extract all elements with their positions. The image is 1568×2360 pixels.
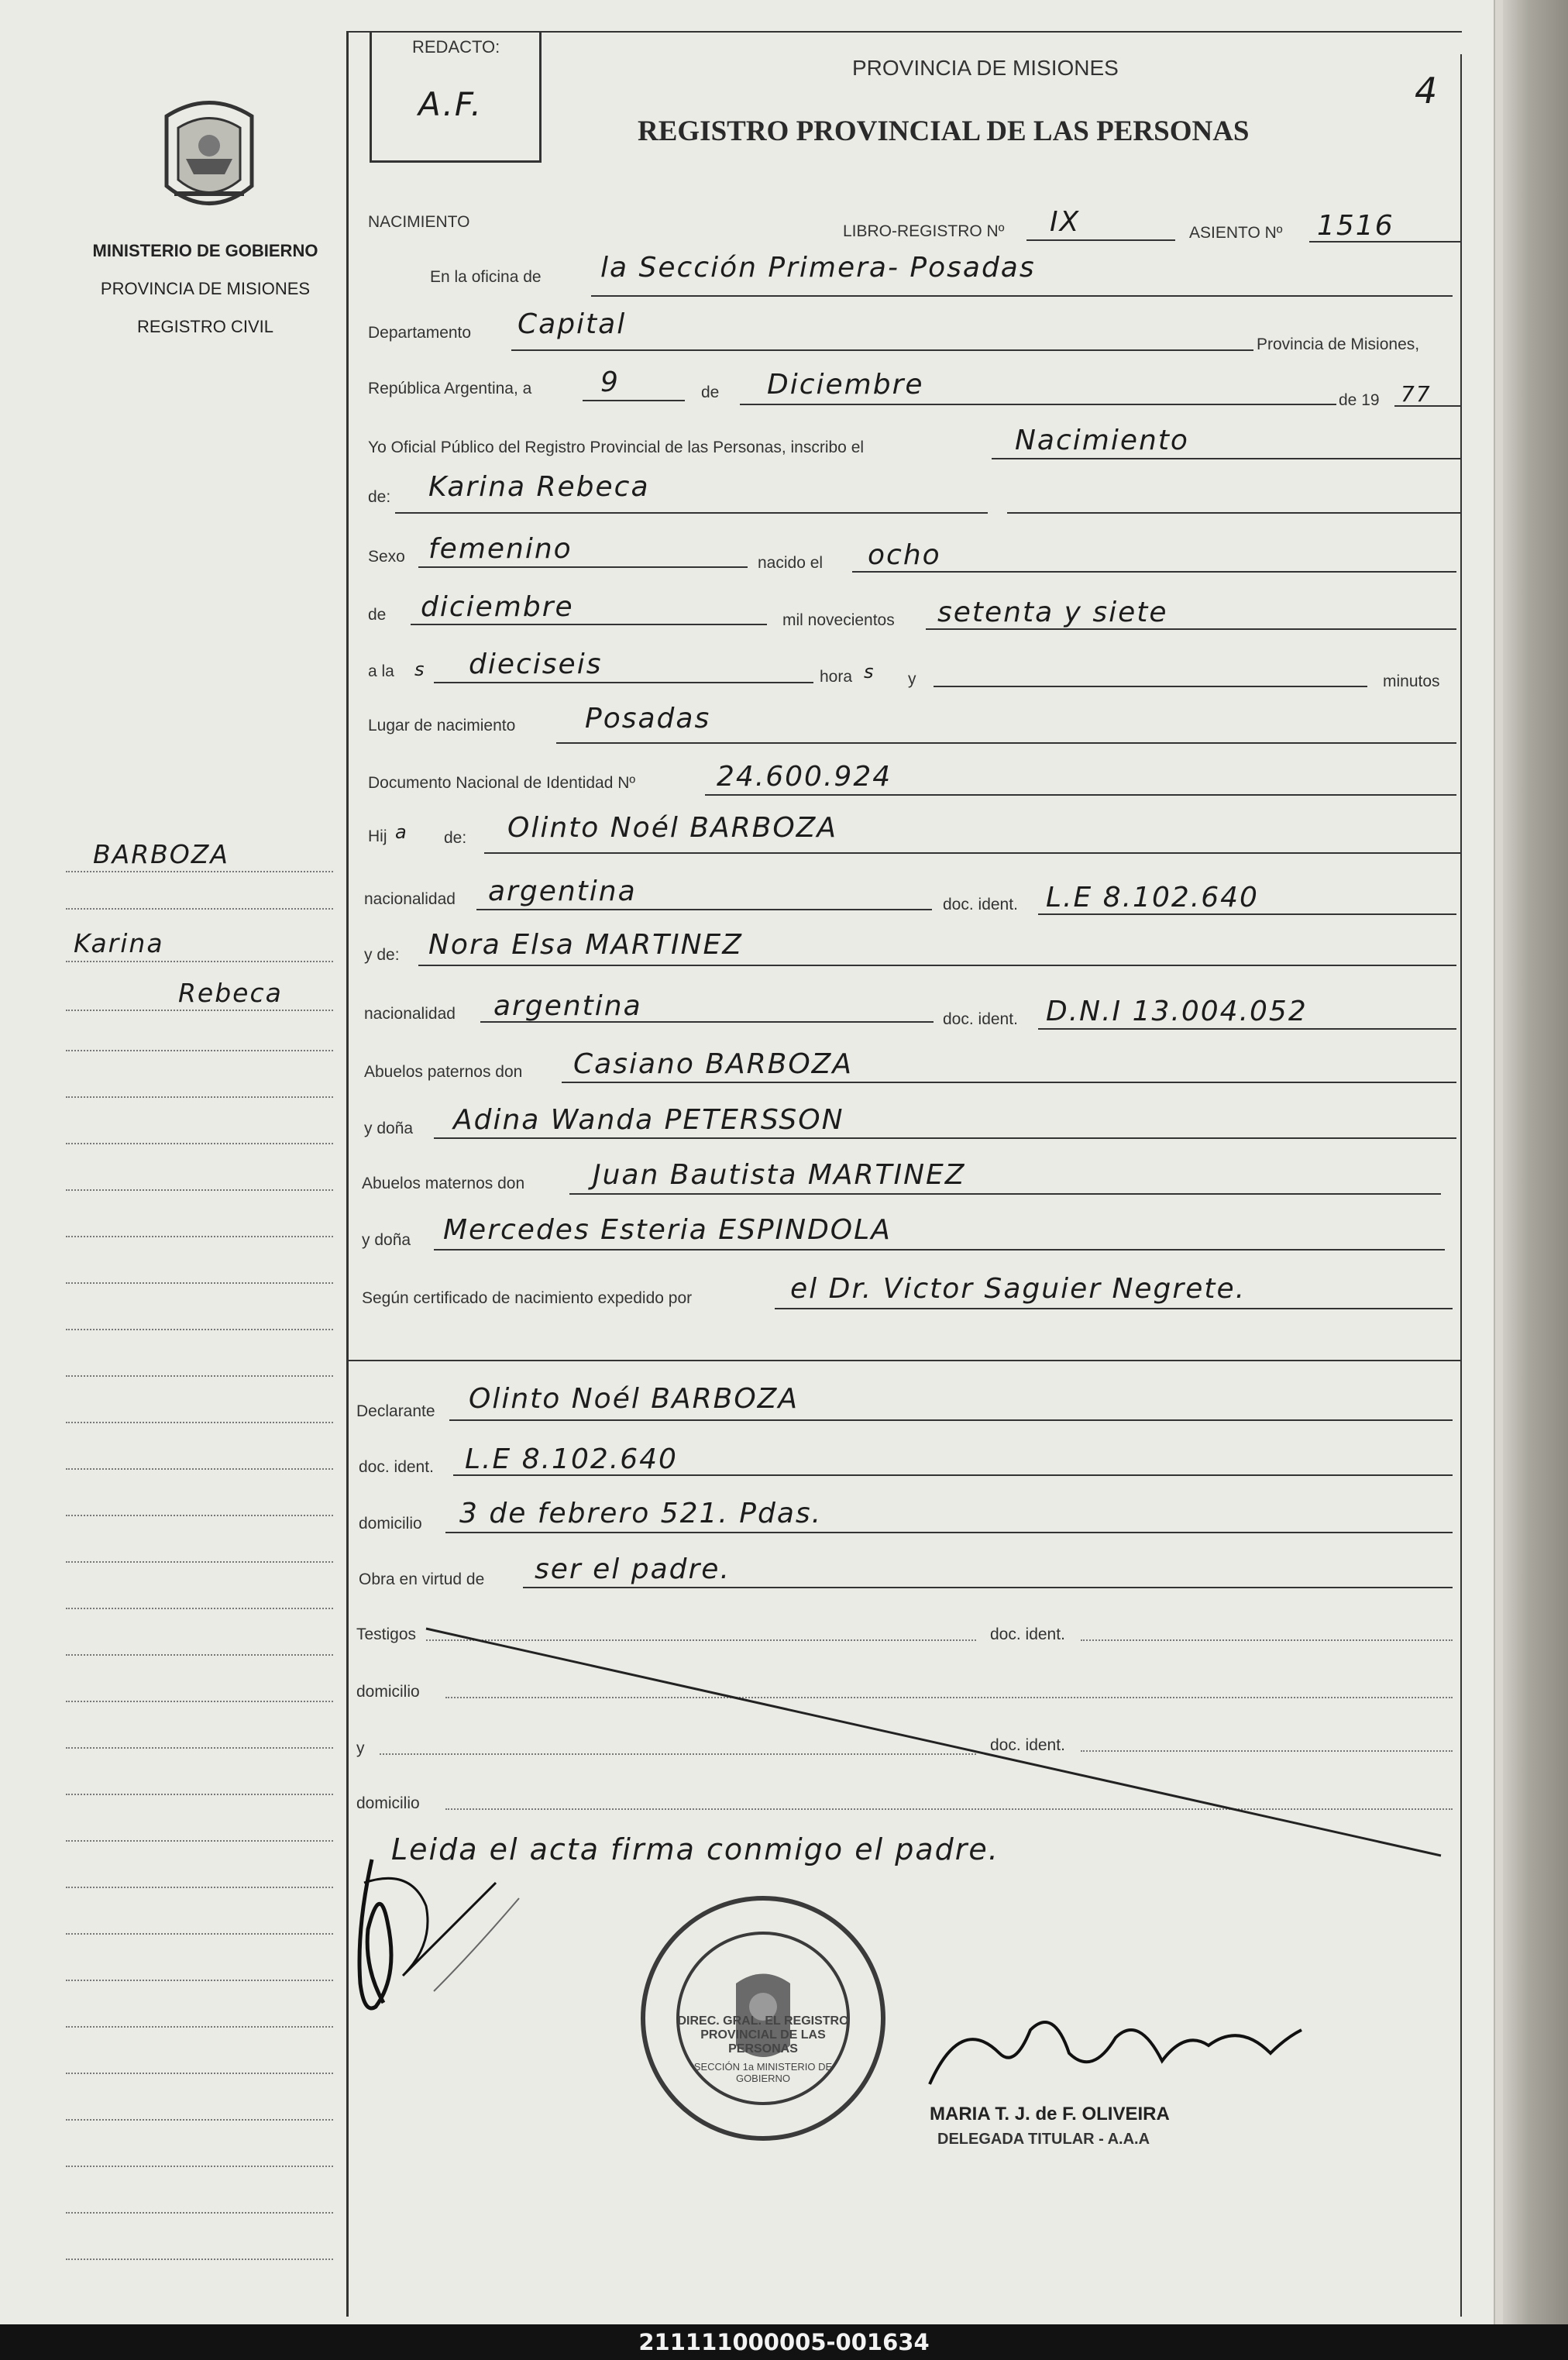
- testigos-label: Testigos: [356, 1626, 417, 1643]
- nac2-value: argentina: [493, 990, 642, 1022]
- official-title: DELEGADA TITULAR - A.A.A: [937, 2131, 1150, 2148]
- nacido-label: nacido el: [758, 554, 824, 572]
- dni-value: 24.600.924: [717, 761, 892, 793]
- redacto-label: REDACTO:: [412, 37, 500, 57]
- decl-domicilio-label: domicilio: [359, 1515, 422, 1533]
- nac2-label: nacionalidad: [364, 1005, 456, 1023]
- anio-texto-value: setenta y siete: [937, 597, 1168, 628]
- nacido-rule: [852, 571, 1456, 573]
- departamento-value: Capital: [518, 308, 627, 340]
- month-value: Diciembre: [767, 369, 924, 401]
- abpat-dona-value: Adina Wanda PETERSSON: [453, 1104, 844, 1136]
- abpat-label: Abuelos paternos don: [364, 1063, 523, 1081]
- minutos-label: minutos: [1383, 673, 1440, 690]
- registry-label: REGISTRO CIVIL: [136, 317, 274, 336]
- lugar-value: Posadas: [585, 703, 711, 734]
- closing-text: Leida el acta firma conmigo el padre.: [391, 1832, 999, 1866]
- header-province: PROVINCIA DE MISIONES: [852, 56, 1119, 80]
- declarante-value: Olinto Noél BARBOZA: [469, 1383, 799, 1415]
- docid1-rule: [1038, 913, 1456, 915]
- lugar-rule: [556, 742, 1456, 744]
- asiento-value: 1516: [1317, 210, 1394, 242]
- frame-right-border: [1460, 54, 1462, 2317]
- year-label: de 19: [1339, 391, 1380, 409]
- declarante-label: Declarante: [356, 1402, 435, 1420]
- decl-domicilio-value: 3 de febrero 521. Pdas.: [459, 1498, 823, 1529]
- testigos-y-label: y: [356, 1739, 365, 1757]
- decl-docid-value: L.E 8.102.640: [465, 1443, 678, 1475]
- hij-suffix: a: [395, 821, 408, 843]
- redacto-value: A.F.: [418, 85, 483, 123]
- horas-suffix: s: [864, 661, 875, 683]
- asiento-label: ASIENTO Nº: [1189, 224, 1283, 242]
- dni-label: Documento Nacional de Identidad Nº: [368, 774, 636, 792]
- abpat-value: Casiano BARBOZA: [573, 1048, 853, 1080]
- provincia-suffix: Provincia de Misiones,: [1257, 335, 1420, 353]
- oficina-rule: [591, 295, 1453, 297]
- padre-value: Olinto Noél BARBOZA: [507, 812, 837, 844]
- mes2-value: diciembre: [421, 591, 574, 623]
- nombre-value: Karina Rebeca: [428, 471, 650, 503]
- obra-value: ser el padre.: [535, 1553, 731, 1585]
- abpat-dona-rule: [434, 1137, 1456, 1139]
- hora-value: dieciseis: [469, 648, 603, 680]
- lugar-label: Lugar de nacimiento: [368, 717, 516, 734]
- ydona1-label: y doña: [364, 1120, 414, 1137]
- departamento-label: Departamento: [368, 324, 472, 342]
- sexo-value: femenino: [428, 533, 573, 565]
- official-name: MARIA T. J. de F. OLIVEIRA: [930, 2104, 1170, 2124]
- de-label: de: [701, 384, 720, 401]
- abmat-value: Juan Bautista MARTINEZ: [593, 1159, 966, 1191]
- margin-name-1: Karina: [74, 928, 164, 958]
- seal-outer-text: DIREC. GRAL. EL REGISTRO PROVINCIAL DE LAS PERSONAS: [677, 2014, 849, 2056]
- inscribo-rule: [992, 458, 1460, 459]
- mes2-rule: [411, 624, 767, 625]
- sexo-rule: [418, 566, 748, 568]
- docid2-rule: [1038, 1028, 1456, 1030]
- de-nombre-label: de:: [368, 488, 391, 506]
- abmat-label: Abuelos maternos don: [362, 1175, 525, 1192]
- testigos-docid2-label: doc. ident.: [990, 1736, 1065, 1754]
- y-label: y: [908, 670, 916, 688]
- testigos-domicilio1-label: domicilio: [356, 1683, 420, 1701]
- nac1-label: nacionalidad: [364, 890, 456, 908]
- inscribo-value: Nacimiento: [1015, 425, 1189, 456]
- horas-label: hora: [820, 668, 853, 686]
- madre-value: Nora Elsa MARTINEZ: [428, 929, 743, 961]
- nac1-value: argentina: [488, 876, 637, 907]
- declarant-signature: [341, 1836, 566, 2038]
- republica-label: República Argentina, a: [368, 380, 532, 397]
- decl-docid-label: doc. ident.: [359, 1458, 434, 1476]
- year-rule: [1394, 405, 1460, 407]
- page-number: 4: [1415, 70, 1439, 112]
- province-label: PROVINCIA DE MISIONES: [100, 279, 311, 298]
- section-divider: [346, 1360, 1460, 1361]
- libro-label: LIBRO-REGISTRO Nº: [843, 222, 1005, 240]
- abpat-rule: [562, 1082, 1456, 1083]
- header-title: REGISTRO PROVINCIAL DE LAS PERSONAS: [638, 115, 1250, 147]
- padre-rule: [484, 852, 1462, 854]
- cert-value: el Dr. Victor Saguier Negrete.: [790, 1273, 1246, 1305]
- decl-docid-rule: [453, 1474, 1453, 1476]
- abmat-dona-rule: [434, 1249, 1445, 1251]
- oficina-value: la Sección Primera- Posadas: [600, 252, 1036, 284]
- strike-through-line: [418, 1619, 1456, 1867]
- decl-domicilio-rule: [445, 1532, 1453, 1533]
- month-rule: [740, 404, 1336, 405]
- docid2-value: D.N.I 13.004.052: [1046, 996, 1308, 1027]
- nac1-rule: [476, 909, 932, 910]
- sexo-label: Sexo: [368, 548, 405, 566]
- book-binding: [1503, 0, 1568, 2324]
- minutos-rule: [934, 686, 1367, 687]
- madre-rule: [418, 965, 1456, 966]
- anio-texto-rule: [926, 628, 1456, 630]
- mil-label: mil novecientos: [782, 611, 895, 629]
- document-id-footer: 211111000005-001634: [0, 2324, 1568, 2360]
- cert-rule: [775, 1308, 1453, 1309]
- margin-surname: BARBOZA: [93, 839, 229, 869]
- nombre-rule-1: [395, 512, 988, 514]
- day-rule: [583, 400, 685, 401]
- coat-of-arms-icon: [151, 93, 267, 225]
- ala-suffix: s: [414, 659, 426, 680]
- ydona2-label: y doña: [362, 1231, 411, 1249]
- docid2-label: doc. ident.: [943, 1010, 1018, 1028]
- abmat-dona-value: Mercedes Esteria ESPINDOLA: [443, 1214, 892, 1246]
- obra-label: Obra en virtud de: [359, 1570, 485, 1588]
- asiento-rule: [1309, 241, 1460, 243]
- margin-name-2: Rebeca: [178, 978, 283, 1008]
- hora-rule: [434, 682, 813, 683]
- testigos-docid1-label: doc. ident.: [990, 1626, 1065, 1643]
- hij-label: Hij: [368, 827, 387, 845]
- docid1-value: L.E 8.102.640: [1046, 882, 1259, 913]
- day-value: 9: [600, 366, 620, 398]
- seal-inner-text: SECCIÓN 1a MINISTERIO DE GOBIERNO: [693, 2061, 833, 2084]
- oficina-label: En la oficina de: [430, 268, 542, 286]
- record-type-label: NACIMIENTO: [368, 213, 470, 231]
- ministry-label: MINISTERIO DE GOBIERNO: [92, 241, 318, 260]
- year-value: 77: [1401, 381, 1432, 407]
- docid1-label: doc. ident.: [943, 896, 1018, 913]
- libro-rule: [1026, 239, 1175, 241]
- abmat-rule: [569, 1193, 1441, 1195]
- dni-rule: [705, 794, 1456, 796]
- yde-label: y de:: [364, 946, 400, 964]
- testigos-domicilio2-label: domicilio: [356, 1794, 420, 1812]
- ala-label: a la: [368, 662, 394, 680]
- nacido-value: ocho: [868, 539, 941, 571]
- official-signature: [914, 1999, 1317, 2100]
- obra-rule: [523, 1587, 1453, 1588]
- declarante-rule: [449, 1419, 1453, 1421]
- de2-label: de: [368, 606, 387, 624]
- de3-label: de:: [444, 829, 467, 847]
- departamento-rule: [511, 349, 1253, 351]
- libro-value: IX: [1050, 206, 1081, 238]
- nac2-rule: [480, 1021, 934, 1023]
- nombre-rule-2: [1007, 512, 1460, 514]
- cert-label: Según certificado de nacimiento expedido por: [362, 1289, 693, 1307]
- oficial-text: Yo Oficial Público del Registro Provincial de las Personas, inscribo el: [368, 439, 865, 456]
